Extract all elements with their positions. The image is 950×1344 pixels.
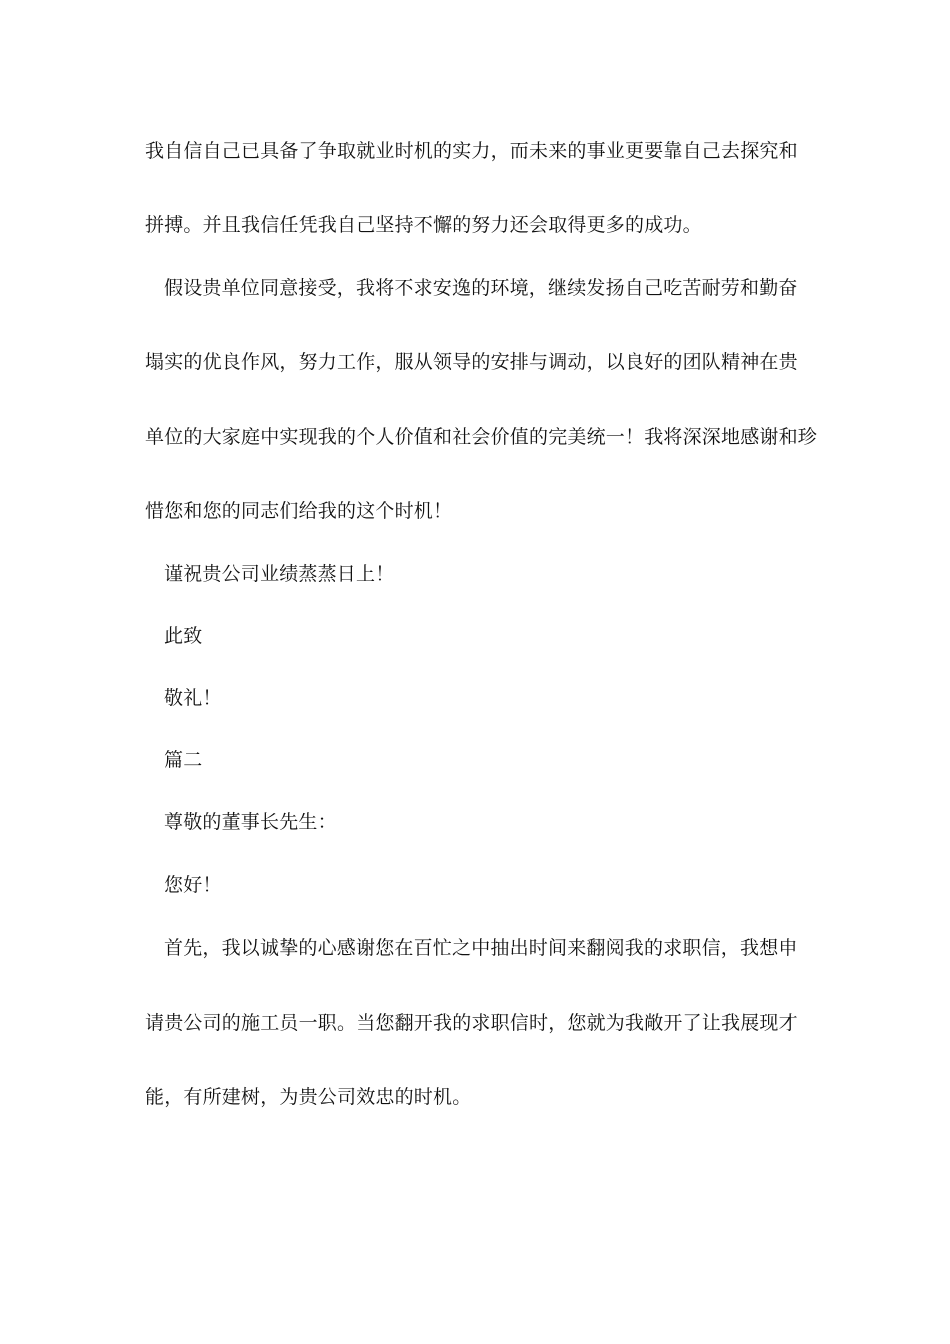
closing-line: 敬礼！ <box>164 687 222 709</box>
greeting-line: 您好！ <box>164 874 222 896</box>
paragraph-line: 能，有所建树，为贵公司效忠的时机。 <box>145 1086 472 1108</box>
salutation-line: 尊敬的董事长先生： <box>164 811 337 833</box>
closing-line: 此致 <box>164 625 203 647</box>
paragraph-line: 拼搏。并且我信任凭我自己坚持不懈的努力还会取得更多的成功。 <box>145 214 702 236</box>
paragraph-line: 请贵公司的施工员一职。当您翻开我的求职信时，您就为我敞开了让我展现才 <box>145 1012 798 1034</box>
paragraph-line: 塌实的优良作风，努力工作，服从领导的安排与调动，以良好的团队精神在贵 <box>145 351 798 373</box>
paragraph-line: 假设贵单位同意接受，我将不求安逸的环境，继续发扬自己吃苦耐劳和勤奋 <box>164 277 798 299</box>
paragraph-line: 惜您和您的同志们给我的这个时机！ <box>145 500 453 522</box>
paragraph-line: 我自信自己已具备了争取就业时机的实力，而未来的事业更要靠自己去探究和 <box>145 140 798 162</box>
paragraph-line: 单位的大家庭中实现我的个人价值和社会价值的完美统一！我将深深地感谢和珍 <box>145 426 818 448</box>
paragraph-line: 首先，我以诚挚的心感谢您在百忙之中抽出时间来翻阅我的求职信，我想申 <box>164 937 798 959</box>
section-heading: 篇二 <box>164 749 203 771</box>
paragraph-line: 谨祝贵公司业绩蒸蒸日上！ <box>164 563 395 585</box>
